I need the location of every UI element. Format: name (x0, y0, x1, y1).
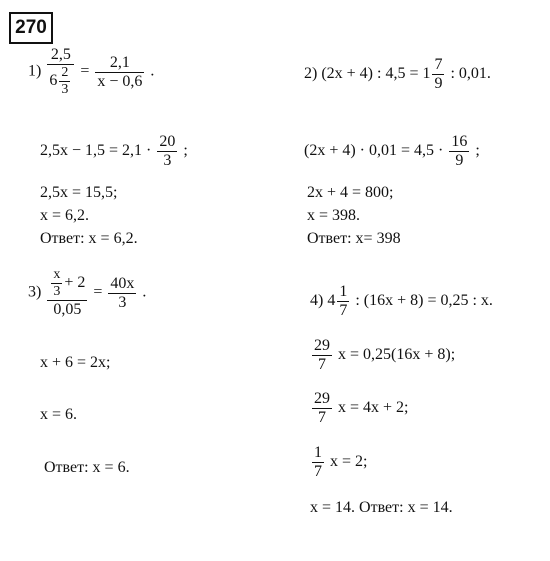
p1-step1-frac-den: 3 (163, 152, 172, 169)
p4-step2 (310, 391, 409, 426)
p4-final: x = 14. Ответ: x = 14. (310, 499, 453, 516)
problem-2-label: 2) (304, 65, 318, 83)
p4-step1 (310, 338, 455, 373)
p2-step2: 2x + 4 = 800; (307, 184, 394, 201)
p1-lhs-numerator: 2,5 (47, 47, 74, 65)
p3-inner-plus: + 2 (64, 274, 86, 292)
p1-step3: x = 6,2. (40, 207, 90, 224)
p4-eq-right: : (16x + 8) = 0,25 : x. (355, 292, 493, 310)
p2-step1-fraction (449, 134, 469, 169)
p2-step1-frac-den: 9 (455, 152, 464, 169)
p4-s1-right: x = 0,25(16x + 8); (338, 346, 456, 364)
problem-3-label: 3) (28, 283, 42, 301)
p3-lhs-numerator (47, 268, 87, 301)
p4-s3-fraction (312, 445, 324, 480)
p4-step3 (310, 445, 367, 480)
p1-step1-frac-num: 20 (159, 133, 176, 150)
p1-step1-fraction (157, 134, 177, 169)
p4-eq-whole: 4 (327, 292, 336, 310)
p2-eq-frac-num: 7 (434, 56, 443, 73)
p1-lhs-denominator (47, 65, 74, 97)
p4-s3-den: 7 (314, 463, 322, 480)
p4-eq-frac-num: 1 (339, 283, 348, 300)
p4-s1-fraction (312, 338, 332, 373)
p3-lhs-denominator: 0,05 (53, 301, 82, 318)
p3-step1: x + 6 = 2x; (40, 354, 111, 371)
p4-s1-num: 29 (314, 337, 330, 354)
p2-step1 (304, 134, 480, 169)
p2-step1-end: ; (475, 142, 480, 160)
p1-step1-end: ; (183, 142, 188, 160)
p1-lhs-den-whole: 6 (49, 72, 58, 90)
p3-rhs-numerator: 40x (110, 274, 135, 292)
p3-rhs-denominator: 3 (118, 293, 127, 311)
p4-eq-frac-den: 7 (339, 302, 348, 319)
p4-s1-den: 7 (318, 356, 326, 373)
p1-step2: 2,5x = 15,5; (40, 184, 118, 201)
problem-2-equation (304, 57, 491, 92)
p3-rhs-fraction (108, 276, 136, 311)
p3-lhs-fraction (47, 268, 87, 318)
problem-1-equation (28, 47, 154, 97)
p2-eq-right: : 0,01. (450, 65, 491, 83)
problem-4-equation (310, 284, 493, 319)
p2-step1-left: (2x + 4) · 0,01 = 4,5 · (304, 142, 444, 160)
p2-eq-fraction (432, 57, 444, 92)
problem-1-label: 1) (28, 62, 42, 80)
p1-eq-end: . (150, 62, 155, 80)
p4-s3-num: 1 (314, 444, 322, 461)
p4-s3-right: x = 2; (330, 453, 368, 471)
p2-eq-left: (2x + 4) : 4,5 = 1 (321, 65, 431, 83)
p3-eq-end: . (142, 283, 147, 301)
p1-rhs-denominator: x − 0,6 (97, 72, 143, 90)
p4-s2-den: 7 (318, 409, 326, 426)
p1-answer: Ответ: x = 6,2. (40, 230, 138, 247)
p2-eq-frac-den: 9 (434, 75, 443, 92)
p2-answer: Ответ: x= 398 (307, 230, 401, 247)
p1-rhs-fraction (95, 55, 144, 90)
p3-answer: Ответ: x = 6. (44, 459, 130, 476)
p1-step1 (40, 134, 188, 169)
p1-step1-left: 2,5x − 1,5 = 2,1 · (40, 142, 152, 160)
p3-equals: = (93, 283, 103, 301)
problem-4-label: 4) (310, 292, 324, 310)
p1-lhs-fraction (47, 47, 74, 97)
p4-s2-fraction (312, 391, 332, 426)
p2-step3: x = 398. (307, 207, 361, 224)
problem-3-equation (28, 268, 146, 318)
p4-s2-right: x = 4x + 2; (338, 399, 409, 417)
p1-equals: = (80, 62, 90, 80)
p3-inner-frac-den: 3 (53, 284, 61, 299)
p4-s2-num: 29 (314, 390, 330, 407)
p2-step1-frac-num: 16 (451, 133, 468, 150)
problem-number-badge: 270 (9, 12, 53, 44)
p3-inner-frac-num: x (53, 267, 61, 282)
p1-lhs-den-frac-num: 2 (61, 65, 69, 80)
p1-rhs-numerator: 2,1 (95, 55, 144, 73)
p4-eq-fraction (337, 284, 349, 319)
p1-lhs-den-frac-den: 3 (61, 82, 69, 97)
p3-step2: x = 6. (40, 406, 78, 423)
